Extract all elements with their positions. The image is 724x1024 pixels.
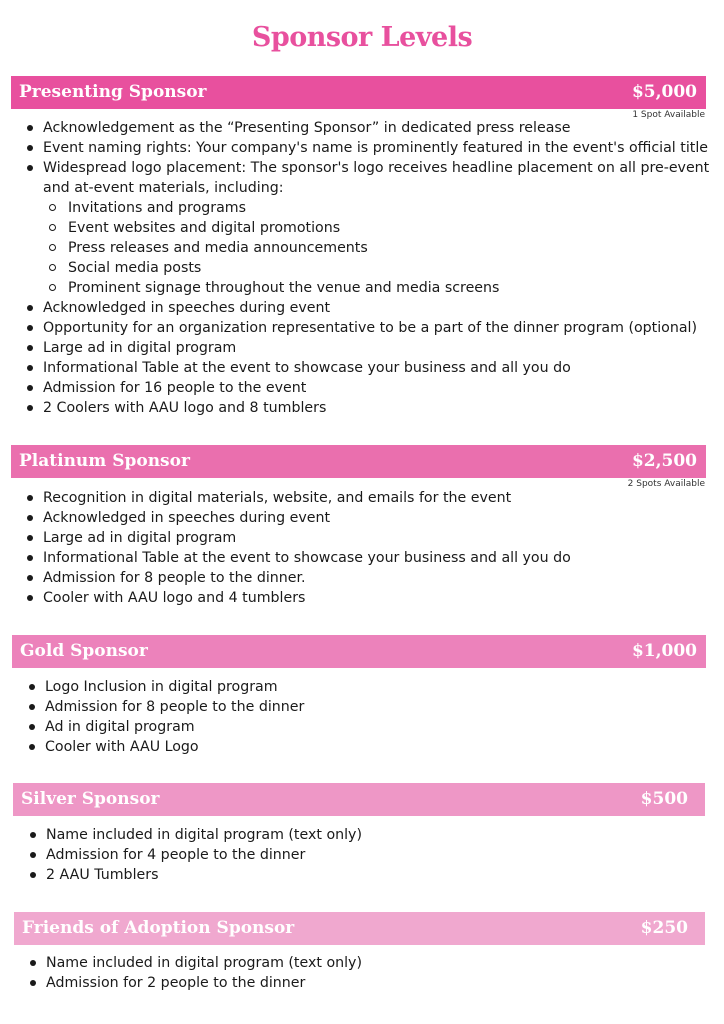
tier-price: $500 — [640, 789, 688, 809]
spots-available: 1 Spot Available — [632, 110, 705, 120]
list-item: Cooler with AAU Logo — [24, 737, 704, 757]
list-item: Recognition in digital materials, website, and emails for the event — [22, 488, 712, 508]
sub-list-item: Social media posts — [43, 258, 712, 278]
list-item: Informational Table at the event to showcase your business and all you do — [22, 548, 712, 568]
list-item: Ad in digital program — [24, 717, 704, 737]
list-item: Acknowledged in speeches during event — [22, 508, 712, 528]
list-item-text: Widespread logo placement: The sponsor's logo receives headline placement on all pre-event and at-event materials, including: — [43, 160, 710, 196]
benefit-list-friends-of-adoption — [25, 953, 705, 993]
list-item: Informational Table at the event to showcase your business and all you do — [22, 358, 712, 378]
tier-price: $1,000 — [631, 641, 697, 661]
sub-list-item: Press releases and media announcements — [43, 238, 712, 258]
tier-header-presenting — [11, 76, 706, 109]
list-item: Name included in digital program (text only) — [25, 825, 705, 845]
tier-name: Presenting Sponsor — [19, 82, 207, 102]
benefit-list-presenting — [22, 118, 712, 418]
benefit-list-platinum — [22, 488, 712, 608]
list-item: Cooler with AAU logo and 4 tumblers — [22, 588, 712, 608]
list-item: Admission for 8 people to the dinner — [24, 697, 704, 717]
list-item: Large ad in digital program — [22, 528, 712, 548]
list-item: Name included in digital program (text only) — [25, 953, 705, 973]
list-item: Event naming rights: Your company's name is prominently featured in the event's official title — [22, 138, 712, 158]
list-item — [22, 158, 712, 298]
sub-list-item: Event websites and digital promotions — [43, 218, 712, 238]
list-item: Admission for 8 people to the dinner. — [22, 568, 712, 588]
tier-price: $250 — [640, 918, 688, 938]
tier-name: Silver Sponsor — [21, 789, 160, 809]
tier-header-silver — [13, 783, 705, 816]
tier-name: Gold Sponsor — [20, 641, 148, 661]
list-item: 2 AAU Tumblers — [25, 865, 705, 885]
list-item: Admission for 16 people to the event — [22, 378, 712, 398]
spots-available: 2 Spots Available — [627, 479, 705, 489]
list-item: Large ad in digital program — [22, 338, 712, 358]
list-item: Admission for 2 people to the dinner — [25, 973, 705, 993]
list-item: Opportunity for an organization representative to be a part of the dinner program (optional) — [22, 318, 712, 338]
list-item: Acknowledged in speeches during event — [22, 298, 712, 318]
tier-name: Friends of Adoption Sponsor — [22, 918, 295, 938]
tier-header-gold — [12, 635, 706, 668]
tier-price: $2,500 — [631, 451, 697, 471]
tier-header-platinum — [11, 445, 706, 478]
list-item: 2 Coolers with AAU logo and 8 tumblers — [22, 398, 712, 418]
tier-header-friends-of-adoption — [14, 912, 705, 945]
list-item: Logo Inclusion in digital program — [24, 677, 704, 697]
page-title: Sponsor Levels — [251, 22, 473, 53]
benefit-list-gold — [24, 677, 704, 757]
list-item: Admission for 4 people to the dinner — [25, 845, 705, 865]
sub-list-item: Invitations and programs — [43, 198, 712, 218]
tier-name: Platinum Sponsor — [19, 451, 190, 471]
benefit-list-silver — [25, 825, 705, 885]
list-item: Acknowledgement as the “Presenting Sponsor” in dedicated press release — [22, 118, 712, 138]
sub-list — [43, 198, 712, 298]
sub-list-item: Prominent signage throughout the venue and media screens — [43, 278, 712, 298]
tier-price: $5,000 — [631, 82, 697, 102]
